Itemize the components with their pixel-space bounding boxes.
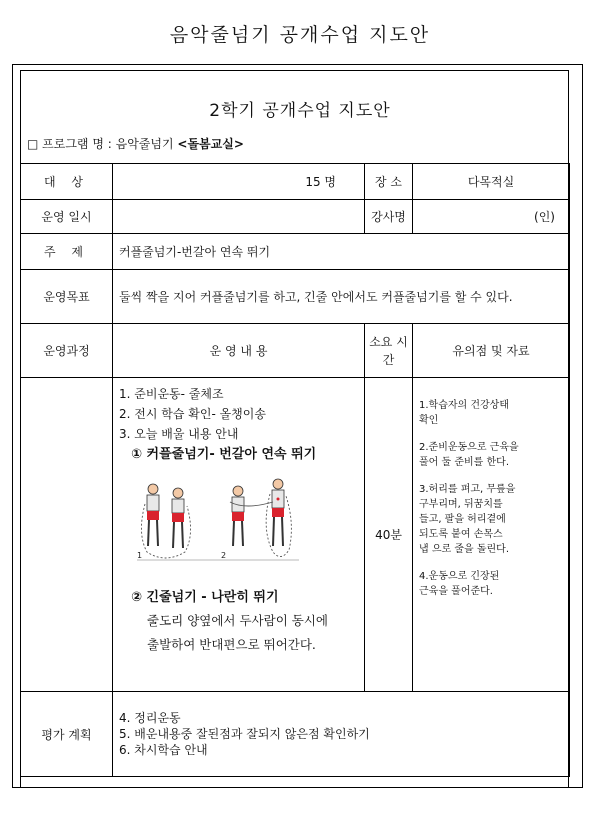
jump-rope-illustration [133,474,358,573]
schedule-value [113,200,365,234]
time-header: 소요 시간 [365,324,413,378]
evaluation-item: 6. 차시학습 안내 [119,743,208,757]
process-content [113,378,365,692]
goal-row [21,270,570,324]
figure-number-2: 2 [221,551,227,560]
notes-header: 유의점 및 자료 [413,324,570,378]
process-header-row [21,324,570,378]
program-name [27,135,244,152]
content-header: 운 영 내 용 [113,324,365,378]
long-rope-description-2: 출발하여 반대편으로 뛰어간다. [147,637,316,652]
process-empty-cell [21,378,113,692]
process-steps [119,384,358,444]
goal-label: 운영목표 [21,270,113,324]
process-row [21,378,570,692]
goal-value: 둘씩 짝을 지어 커플줄넘기를 하고, 긴줄 안에서도 커플줄넘기를 할 수 있다. [113,270,570,324]
evaluation-row [21,692,570,777]
process-time: 40분 [365,378,413,692]
step-item: 3. 오늘 배울 내용 안내 [119,427,239,441]
schedule-label: 운영 일시 [21,200,113,234]
note-item: 4.운동으로 긴장된 근육을 풀어준다. [419,571,500,597]
evaluation-item: 4. 정리운동 [119,711,181,725]
schedule-row [21,200,570,234]
note-item: 1.학습자의 건강상태 확인 [419,400,509,426]
evaluation-items [113,692,570,777]
plan-subtitle: 2학기 공개수업 지도안 [209,101,391,121]
activity-couple-jump: ① 커플줄넘기- 번갈아 연속 뛰기 [131,447,317,462]
evaluation-item: 5. 배운내용중 잘된점과 잘되지 않은점 확인하기 [119,727,370,741]
step-item: 2. 전시 학습 확인- 올챙이송 [119,407,266,421]
program-prefix: □ 프로그램 명 : 음악줄넘기 [27,137,174,151]
note-item: 2.준비운동으로 근육을 풀어 둘 준비를 한다. [419,442,519,468]
topic-row [21,234,570,270]
activity-long-rope: ② 긴줄넘기 - 나란히 뛰기 [131,590,279,605]
place-value: 다목적실 [413,164,570,200]
evaluation-label: 평가 계획 [21,692,113,777]
instructor-value: (인) [413,200,570,234]
figure-pair-one [141,484,190,558]
target-count: 15 명 [113,164,365,200]
note-item: 3.허리를 펴고, 무릎을 구부리며, 뒤꿈치를 들고, 팔을 허리곁에 되도록 붙여 손목스 냅 으로 줄을 돌린다. [419,484,516,555]
program-value: <돌봄교실> [177,137,244,151]
instructor-label: 강사명 [365,200,413,234]
target-label: 대 상 [21,164,113,200]
process-label: 운영과정 [21,324,113,378]
document-title: 음악줄넘기 공개수업 지도안 [169,24,431,46]
topic-label: 주 제 [21,234,113,270]
figure-number-1: 1 [137,551,143,560]
process-notes [413,378,570,692]
place-label: 장 소 [365,164,413,200]
jump-rope-figure [133,474,303,570]
step-item: 1. 준비운동- 줄체조 [119,387,224,401]
target-row [21,164,570,200]
topic-value: 커플줄넘기-번갈아 연속 뛰기 [113,234,570,270]
plan-table [20,163,570,777]
figure-pair-two [230,479,291,557]
long-rope-description-1: 줄도리 양옆에서 두사람이 동시에 [147,613,328,628]
